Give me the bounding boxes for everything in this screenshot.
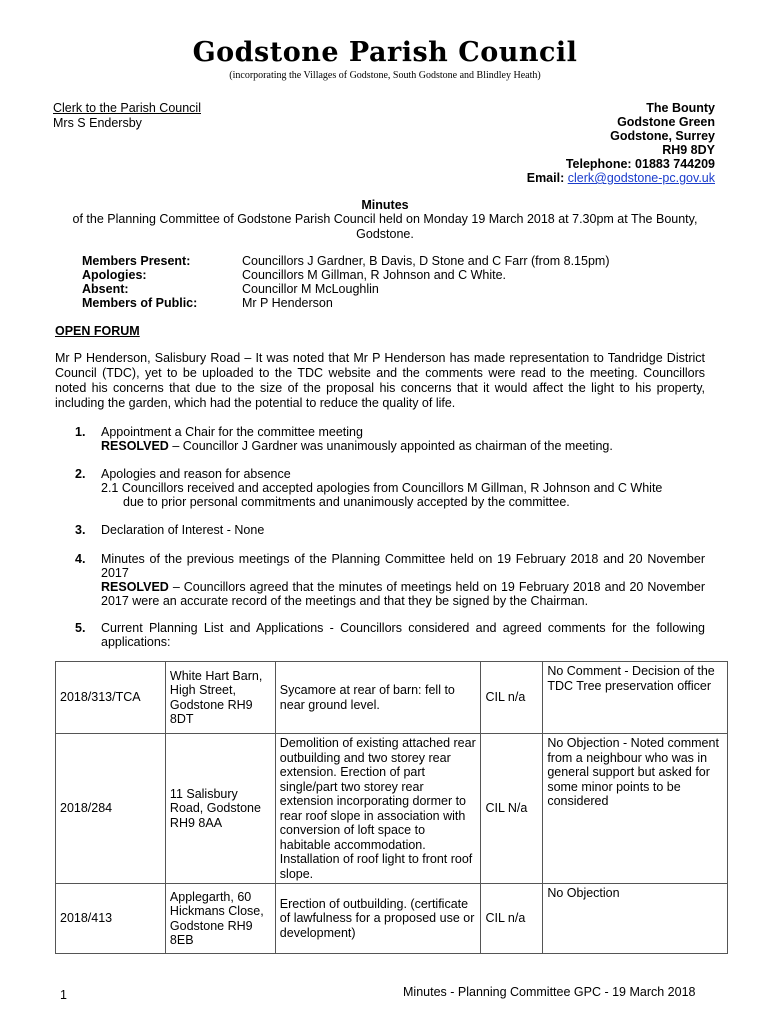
email-link[interactable]: clerk@godstone-pc.gov.uk <box>567 171 715 185</box>
absent-label: Absent: <box>82 282 129 296</box>
application-address: White Hart Barn, High Street, Godstone RH9 8DT <box>165 662 275 734</box>
item-title: Appointment a Chair for the committee meeting <box>101 425 363 439</box>
item-number: 2. <box>75 467 86 481</box>
item-resolution <box>101 580 705 608</box>
item-number: 5. <box>75 621 86 635</box>
resolution-text: – Councillor J Gardner was unanimously appointed as chairman of the meeting. <box>168 439 613 453</box>
table-row <box>56 734 728 884</box>
application-address: 11 Salisbury Road, Godstone RH9 8AA <box>165 734 275 884</box>
item-sub-b: due to prior personal commitments and unanimously accepted by the committee. <box>123 495 570 509</box>
open-forum-heading: OPEN FORUM <box>55 324 140 338</box>
clerk-block <box>53 101 201 130</box>
item-title: Declaration of Interest - None <box>101 523 265 537</box>
resolution-text: – Councillors agreed that the minutes of meetings held on 19 February 2018 and 20 November 2017 were an accurate record of the meetings and that they be signed by the Chairman. <box>101 580 705 608</box>
application-comment: No Objection <box>543 884 728 954</box>
public-value: Mr P Henderson <box>242 296 333 310</box>
open-forum-text: Mr P Henderson, Salisbury Road – It was noted that Mr P Henderson has made representation to Tandridge District Council (TDC), yet to be uploaded to the TDC website and the comments were read to the meeting. Councillors noted his concerns that due to the size of the proposal his concerns that it would affect the light to his property, including the garden, which had the potential to reduce the quality of life. <box>55 351 705 410</box>
public-label: Members of Public: <box>82 296 198 310</box>
address-line: Godstone Green <box>617 115 715 129</box>
item-title: Current Planning List and Applications - Councillors considered and agreed comments for the following applications: <box>101 621 705 649</box>
members-present-label: Members Present: <box>82 254 191 268</box>
application-cil: CIL N/a <box>481 734 543 884</box>
minutes-heading: Minutes <box>361 198 409 212</box>
application-comment: No Objection - Noted comment from a neighbour who was in general support but asked for some minor points to be considered <box>543 734 728 884</box>
application-address: Applegarth, 60 Hickmans Close, Godstone RH9 8EB <box>165 884 275 954</box>
email-row <box>527 171 715 185</box>
clerk-name: Mrs S Endersby <box>53 115 142 130</box>
application-cil: CIL n/a <box>481 662 543 734</box>
item-number: 1. <box>75 425 86 439</box>
resolved-label: RESOLVED <box>101 580 169 594</box>
clerk-role: Clerk to the Parish Council <box>53 101 201 115</box>
application-ref: 2018/284 <box>56 734 166 884</box>
address-line: Godstone, Surrey <box>610 129 715 143</box>
table-row <box>56 884 728 954</box>
apologies-value: Councillors M Gillman, R Johnson and C White. <box>242 268 506 282</box>
page-number: 1 <box>60 988 67 1002</box>
item-body <box>101 621 705 649</box>
minutes-subheading: of the Planning Committee of Godstone Parish Council held on Monday 19 March 2018 at 7.30pm at The Bounty, Godstone. <box>72 212 698 241</box>
item-body <box>101 467 705 509</box>
application-ref: 2018/313/TCA <box>56 662 166 734</box>
council-title: Godstone Parish Council <box>192 37 578 68</box>
application-proposal: Erection of outbuilding. (certificate of lawfulness for a proposed use or development) <box>275 884 481 954</box>
item-body <box>101 425 705 453</box>
item-number: 3. <box>75 523 86 537</box>
absent-value: Councillor M McLoughlin <box>242 282 379 296</box>
application-comment: No Comment - Decision of the TDC Tree preservation officer <box>543 662 728 734</box>
item-body <box>101 552 705 608</box>
address-line: The Bounty <box>646 101 715 115</box>
apologies-label: Apologies: <box>82 268 147 282</box>
applications-table <box>55 661 728 954</box>
council-subtitle: (incorporating the Villages of Godstone, South Godstone and Blindley Heath) <box>229 70 541 81</box>
table-row <box>56 662 728 734</box>
item-title: Minutes of the previous meetings of the Planning Committee held on 19 February 2018 and 20 November 2017 <box>101 552 705 580</box>
telephone: Telephone: 01883 744209 <box>565 157 715 171</box>
item-body <box>101 523 705 537</box>
email-label: Email: <box>526 171 565 185</box>
address-block <box>527 101 715 185</box>
members-present-value: Councillors J Gardner, B Davis, D Stone and C Farr (from 8.15pm) <box>242 254 610 268</box>
application-cil: CIL n/a <box>481 884 543 954</box>
application-proposal: Demolition of existing attached rear outbuilding and two storey rear extension. Erection of part single/part two storey rear extension incorporating dormer to rear roof slope in association with conversion of loft space to habitable accommodation. Installation of roof light to front roof slope. <box>275 734 481 884</box>
address-postcode: RH9 8DY <box>662 143 715 157</box>
resolved-label: RESOLVED <box>101 439 169 453</box>
footer-text: Minutes - Planning Committee GPC - 19 March 2018 <box>403 985 696 999</box>
application-proposal: Sycamore at rear of barn: fell to near ground level. <box>275 662 481 734</box>
item-number: 4. <box>75 552 86 566</box>
item-resolution <box>101 439 705 453</box>
item-sub-a: 2.1 Councillors received and accepted apologies from Councillors M Gillman, R Johnson and C White <box>101 481 663 495</box>
application-ref: 2018/413 <box>56 884 166 954</box>
item-title: Apologies and reason for absence <box>101 467 291 481</box>
